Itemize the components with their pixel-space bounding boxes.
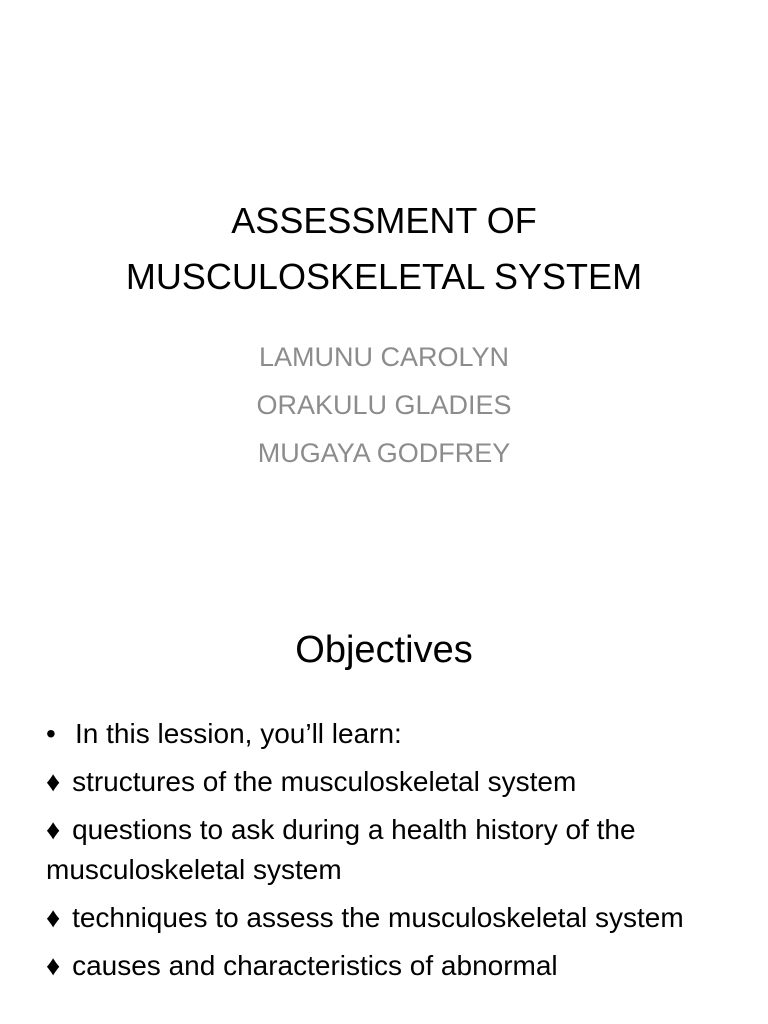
diamond-bullet-icon: ♦ (46, 766, 61, 797)
diamond-bullet-icon: ♦ (46, 814, 61, 845)
author-name: MUGAYA GODFREY (257, 438, 511, 468)
objectives-slide (0, 576, 768, 1024)
intro-text: In this lession, you’ll learn: (75, 718, 402, 749)
slide-title (0, 193, 768, 305)
objective-item (46, 762, 736, 802)
objective-text: causes and characteristics of abnormal (72, 950, 558, 981)
title-line-2: MUSCULOSKELETAL SYSTEM (125, 256, 643, 297)
author-name: LAMUNU CAROLYN (258, 342, 510, 372)
objective-item (46, 898, 736, 938)
bullet-dot-icon: • (46, 718, 56, 749)
objective-item (46, 810, 736, 890)
diamond-bullet-icon: ♦ (46, 902, 61, 933)
intro-bullet (46, 714, 736, 754)
objective-text: questions to ask during a health history of the musculoskeletal system (46, 814, 636, 885)
objectives-title: Objectives (295, 629, 473, 671)
title-line-1: ASSESSMENT OF (231, 200, 537, 241)
author-name: ORAKULU GLADIES (256, 390, 512, 420)
objective-text: techniques to assess the musculoskeletal system (72, 902, 684, 933)
objectives-list (46, 714, 736, 994)
objective-text: structures of the musculoskeletal system (72, 766, 577, 797)
diamond-bullet-icon: ♦ (46, 950, 61, 981)
objective-item (46, 946, 736, 986)
author-list (0, 333, 768, 477)
